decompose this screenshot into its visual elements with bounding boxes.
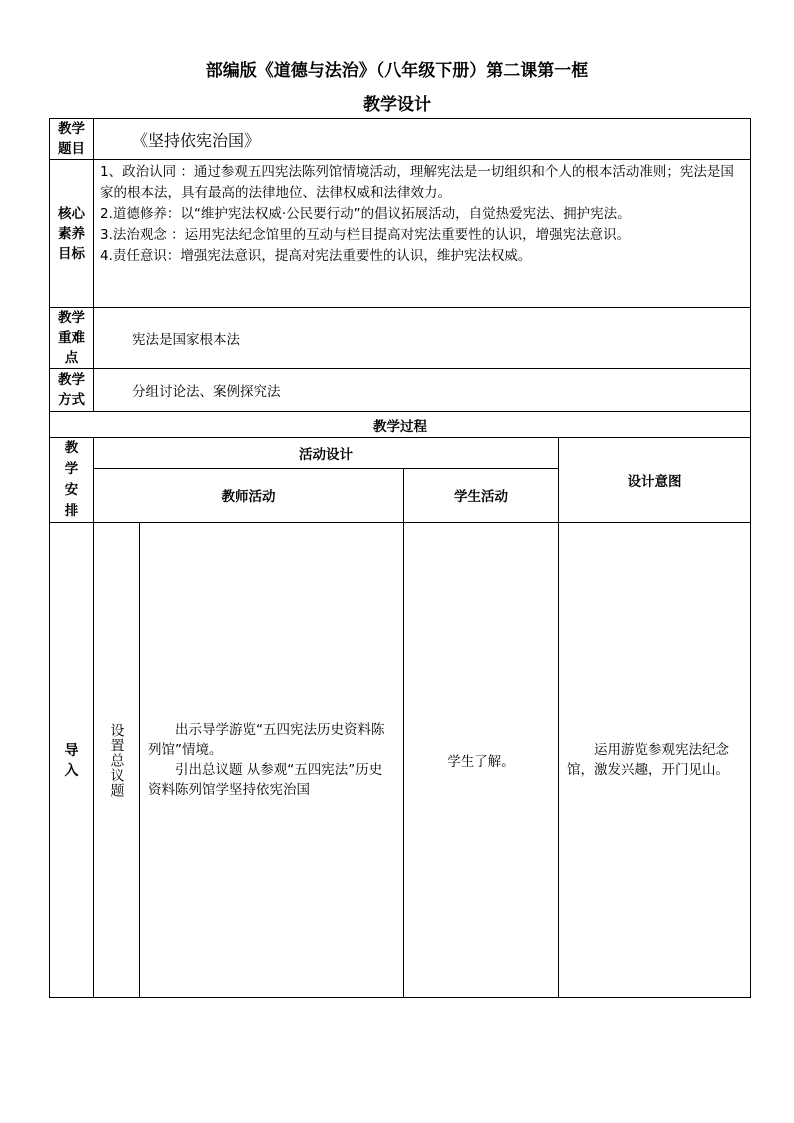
doc-subtitle: 教学设计 bbox=[363, 95, 431, 115]
process-header-row bbox=[50, 412, 751, 438]
method-value: 分组讨论法、案例探究法 bbox=[94, 369, 751, 412]
teacher-paragraph: 引出总议题 从参观“五四宪法”历史资料陈列馆学坚持依宪治国 bbox=[148, 762, 383, 798]
goals-label: 核心素养目标 bbox=[50, 160, 94, 308]
topic-label: 教学题目 bbox=[50, 119, 94, 160]
method-label: 教学方式 bbox=[50, 369, 94, 412]
teacher-activity-header: 教师活动 bbox=[94, 468, 404, 522]
process-header: 教学过程 bbox=[50, 412, 751, 438]
student-activity-header: 学生活动 bbox=[404, 468, 559, 522]
goals-row bbox=[50, 160, 751, 308]
topic-value: 《坚持依宪治国》 bbox=[94, 119, 751, 160]
arrange-row-1 bbox=[50, 438, 751, 469]
teacher-paragraph: 出示导学游览“五四宪法历史资料陈列馆”情境。 bbox=[148, 722, 385, 758]
topic-row bbox=[50, 119, 751, 160]
intro-intent: 运用游览参观宪法纪念馆，激发兴趣，开门见山。 bbox=[559, 523, 751, 998]
doc-title: 部编版《道德与法治》（八年级下册）第二课第一框 bbox=[205, 61, 589, 81]
activity-design-header: 活动设计 bbox=[94, 438, 559, 469]
intro-teacher bbox=[140, 523, 404, 998]
goals-list bbox=[94, 160, 751, 308]
goal-item: 4.责任意识：增强宪法意识，提高对宪法重要性的认识，维护宪法权威。 bbox=[100, 248, 532, 264]
design-intent-header: 设计意图 bbox=[559, 438, 751, 523]
method-row bbox=[50, 369, 751, 412]
intro-stage: 导入 bbox=[50, 523, 94, 998]
intro-sub: 设置总议题 bbox=[94, 523, 140, 998]
goal-item: 1、政治认同 ：通过参观五四宪法陈列馆情境活动，理解宪法是一切组织和个人的根本活动准则；宪法是国家的根本法，具有最高的法律地位、法律权威和法律效力。 bbox=[100, 164, 734, 201]
goal-item: 2.道德修养：以“维护宪法权威·公民要行动”的倡议拓展活动，自觉热爱宪法、拥护宪法。 bbox=[100, 206, 631, 222]
intro-row bbox=[50, 523, 751, 998]
key-label: 教学重难点 bbox=[50, 308, 94, 369]
lesson-table bbox=[49, 118, 751, 998]
goal-item: 3.法治观念 ：运用宪法纪念馆里的互动与栏目提高对宪法重要性的认识，增强宪法意识。 bbox=[100, 227, 631, 243]
intro-student: 学生了解。 bbox=[404, 523, 559, 998]
arrange-label: 教学安排 bbox=[50, 438, 94, 523]
key-value: 宪法是国家根本法 bbox=[94, 308, 751, 369]
key-row bbox=[50, 308, 751, 369]
